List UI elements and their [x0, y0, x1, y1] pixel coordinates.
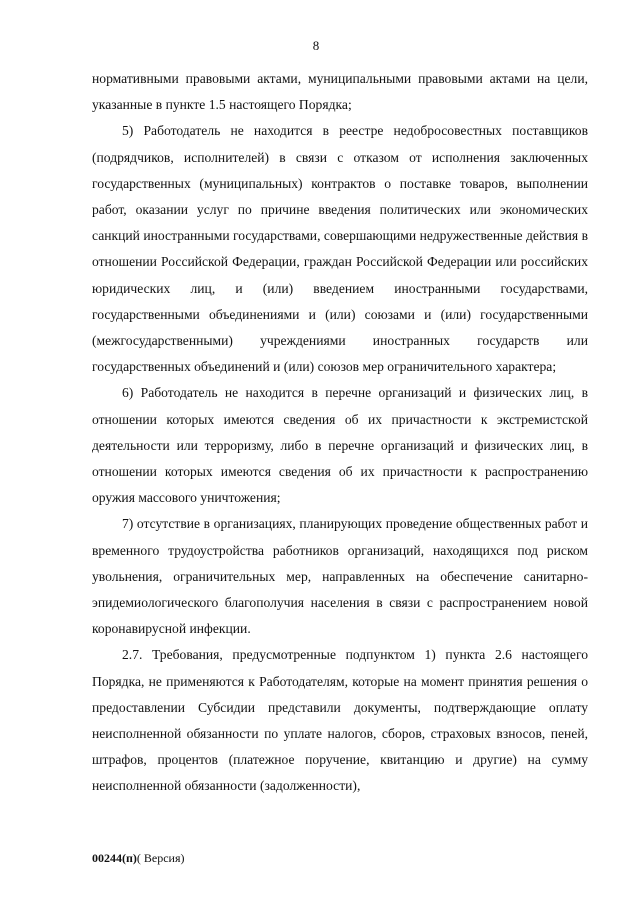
paragraph-2-7: 2.7. Требования, предусмотренные подпунктом 1) пункта 2.6 настоящего Порядка, не применяются к Работодателям, которые на момент принятия решения о предоставлении Субсидии представили документы, подтверждающие оплату неисполненной обязанности по уплате налогов, сборов, страховых взносов, пеней, штрафов, процентов (платежное поручение, квитанцию и другие) на сумму неисполненной обязанности (задолженности), — [92, 647, 588, 794]
paragraph-item-7: 7) отсутствие в организациях, планирующих проведение общественных работ и временного трудоустройства работников организаций, находящихся под риском увольнения, ограничительных мер, направленных на обеспечение санитарно-эпидемиологического благополучия населения в связи с распространением новой коронавирусной инфекции. — [92, 516, 588, 637]
document-footer — [92, 851, 185, 866]
paragraph-item-6: 6) Работодатель не находится в перечне организаций и физических лиц, в отношении которых имеются сведения об их причастности к экстремистской деятельности или терроризму, либо в перечне организаций и физических лиц, в отношении которых имеются сведения об их причастности к распространению оружия массового уничтожения; — [92, 385, 588, 506]
paragraph-continuation: нормативными правовыми актами, муниципальными правовыми актами на цели, указанные в пункте 1.5 настоящего Порядка; — [92, 71, 588, 113]
document-code: 00244(п) — [92, 851, 137, 865]
document-body — [92, 66, 588, 800]
page-number: 8 — [312, 38, 320, 53]
document-version: ( Версия) — [136, 851, 185, 865]
paragraph-item-5: 5) Работодатель не находится в реестре недобросовестных поставщиков (подрядчиков, исполнителей) в связи с отказом от исполнения заключенных государственных (муниципальных) контрактов о поставке товаров, выполнении работ, оказании услуг по причине введения политических или экономических санкций иностранными государствами, совершающими недружественные действия в отношении Российской Федерации, граждан Российской Федерации или российских юридических лиц, и (или) введением иностранными государствами, государственными объединениями и (или) союзами и (или) государственными (межгосударственными) учреждениями иностранных государств или государственных объединений и (или) союзов мер ограничительного характера; — [92, 123, 588, 375]
